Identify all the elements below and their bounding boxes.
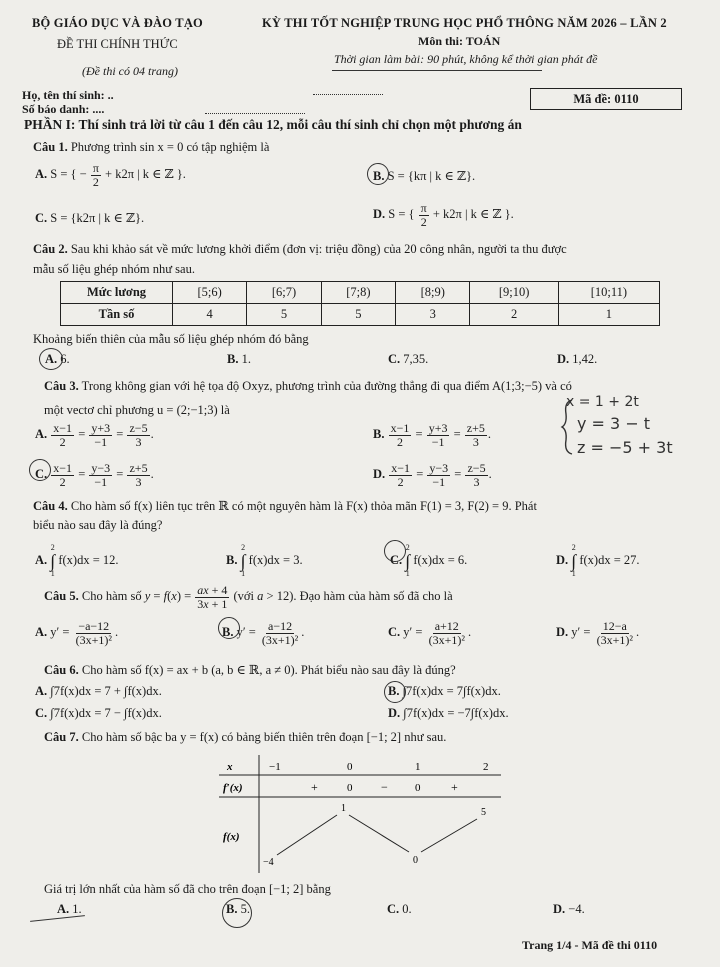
page-count: (Đề thi có 04 trang) xyxy=(82,64,178,78)
part1-heading: PHẦN I: Thí sinh trả lời từ câu 1 đến câu 12, mỗi câu thí sinh chỉ chọn một phương án xyxy=(24,117,522,132)
vt-sign: − xyxy=(381,780,388,794)
q1-option-a[interactable]: A. S = { − $\frac{\pi}{2}$ + k2π | k ∈ ℤ }. xyxy=(35,161,186,189)
vt-x-label: x xyxy=(227,761,233,773)
q5-option-d[interactable]: D. y′ = $\frac{12-a}{\text{(3x+1)²}}$ . xyxy=(556,619,640,647)
q1-text: Phương trình sin x = 0 có tập nghiệm là xyxy=(70,140,270,154)
vt-arrow-up xyxy=(277,815,337,855)
answer-circle-q4 xyxy=(384,540,406,562)
handwritten-note: x = 1 + 2t xyxy=(566,394,639,410)
exam-code-box: Mã đề: 0110 xyxy=(530,88,682,110)
vt-sign: + xyxy=(311,780,318,794)
handwritten-note: z = −5 + 3t xyxy=(577,438,673,457)
answer-circle-q3 xyxy=(29,459,51,481)
page-footer: Trang 1/4 - Mã đề thi 0110 xyxy=(522,938,658,952)
q6-option-a[interactable]: A. ∫7f(x)dx = 7 + ∫f(x)dx. xyxy=(35,684,162,698)
table-row: Tần số 4 5 5 3 2 1 xyxy=(61,304,660,326)
title-underline xyxy=(332,70,542,71)
vt-arrow-up xyxy=(421,819,477,852)
q7-option-a[interactable]: A. 1. xyxy=(57,902,82,916)
q4-option-b[interactable]: B. 2 ∫ 1 f(x)dx = 3. xyxy=(226,543,303,578)
q5-option-b[interactable]: B. y′ = $\frac{a-12}{\text{(3x+1)²}}$ . xyxy=(222,619,305,647)
official-label: ĐỀ THI CHÍNH THỨC xyxy=(57,37,178,51)
q4-option-d[interactable]: D. 2 ∫ 1 f(x)dx = 27. xyxy=(556,543,640,578)
q1-label: Câu 1. xyxy=(33,140,68,154)
answer-circle-q7 xyxy=(222,898,252,928)
answer-circle-q1 xyxy=(367,163,389,185)
vt-x-value: −1 xyxy=(269,761,281,773)
q2-option-d[interactable]: D. 1,42. xyxy=(557,352,598,366)
vt-sign: 0 xyxy=(347,782,353,794)
table-row: Mức lương [5;6) [6;7) [7;8) [8;9) [9;10) [10;11) xyxy=(61,282,660,304)
q1-option-c[interactable]: C. S = {k2π | k ∈ ℤ}. xyxy=(35,211,145,225)
vt-value: 5 xyxy=(481,807,486,818)
answer-circle-q5 xyxy=(218,617,240,639)
q2-option-a[interactable]: A. 6. xyxy=(45,352,70,366)
q6-option-d[interactable]: D. ∫7f(x)dx = −7∫f(x)dx. xyxy=(388,706,509,720)
vt-value: 0 xyxy=(413,855,418,866)
q1-stem xyxy=(33,140,269,155)
q1-option-d[interactable]: D. S = { $\frac{\pi}{2}$ + k2π | k ∈ ℤ }. xyxy=(373,201,514,229)
q5-option-c[interactable]: C. y′ = $\frac{a+12}{\text{(3x+1)²}}$ . xyxy=(388,619,472,647)
name-dots xyxy=(313,94,383,95)
handwritten-note: y = 3 − t xyxy=(577,414,651,433)
variation-table xyxy=(219,755,501,873)
ministry: BỘ GIÁO DỤC VÀ ĐÀO TẠO xyxy=(32,16,203,30)
q6-option-c[interactable]: C. ∫7f(x)dx = 7 − ∫f(x)dx. xyxy=(35,706,162,720)
q3-option-a[interactable]: A. $\frac{x-1}{2}$ = $\frac{y+3}{-1}$ = $\frac{z-5}{3}$ . xyxy=(35,421,154,449)
q3-stem-2: một vectơ chỉ phương u = (2;−1;3) là xyxy=(44,403,230,417)
exam-title: KỲ THI TỐT NGHIỆP TRUNG HỌC PHỔ THÔNG NĂM 2026 – LẦN 2 xyxy=(262,16,667,30)
q5-stem: Câu 5. Cho hàm số y = f(x) = $\frac{ax + 4}{3x + 1}$ (với a > 12). Đạo hàm của hàm số đã cho là xyxy=(44,583,453,611)
q2-question: Khoảng biến thiên của mẫu số liệu ghép nhóm đó bằng xyxy=(33,332,309,346)
frequency-table xyxy=(60,281,660,326)
answer-circle-q2 xyxy=(39,348,63,370)
vt-sign: + xyxy=(451,780,458,794)
subject: Môn thi: TOÁN xyxy=(418,34,501,48)
q1-option-b[interactable]: B. S = {kπ | k ∈ ℤ}. xyxy=(373,169,476,183)
answer-circle-q6 xyxy=(384,681,406,703)
vt-sign: 0 xyxy=(415,782,421,794)
name-label: Họ, tên thí sinh: .. xyxy=(22,88,114,102)
q7-option-c[interactable]: C. 0. xyxy=(387,902,412,916)
id-dots xyxy=(205,113,305,114)
vt-x-value: 0 xyxy=(347,761,353,773)
q5-option-a[interactable]: A. y′ = $\frac{-a-12}{\text{(3x+1)²}}$ . xyxy=(35,619,119,647)
q2-stem-2: mẫu số liệu ghép nhóm như sau. xyxy=(33,262,195,276)
q7-question: Giá trị lớn nhất của hàm số đã cho trên đoạn [−1; 2] bằng xyxy=(44,882,331,896)
id-label: Số báo danh: .... xyxy=(22,102,105,116)
q3-option-d[interactable]: D. $\frac{x-1}{2}$ = $\frac{y-3}{-1}$ = $\frac{z-5}{3}$ . xyxy=(373,461,492,489)
q4-option-c[interactable]: C. 2 ∫ 1 f(x)dx = 6. xyxy=(390,543,468,578)
vt-f-label: f(x) xyxy=(223,831,240,843)
q6-option-b[interactable]: B. ∫7f(x)dx = 7∫f(x)dx. xyxy=(388,684,501,698)
q4-stem-2: biểu nào sau đây là đúng? xyxy=(33,518,163,532)
q7-option-b[interactable]: B. 5. xyxy=(226,902,250,916)
q3-option-c[interactable]: C. $\frac{x-1}{2}$ = $\frac{y-3}{-1}$ = $\frac{z+5}{3}$ . xyxy=(35,461,154,489)
vt-fp-label: f′(x) xyxy=(223,782,243,794)
q3-option-b[interactable]: B. $\frac{x-1}{2}$ = $\frac{y+3}{-1}$ = $\frac{z+5}{3}$ . xyxy=(373,421,491,449)
vt-value: 1 xyxy=(341,803,346,814)
vt-arrow-down xyxy=(349,815,409,852)
q7-option-d[interactable]: D. −4. xyxy=(553,902,585,916)
q7-stem: Câu 7. Cho hàm số bậc ba y = f(x) có bảng biến thiên trên đoạn [−1; 2] như sau. xyxy=(44,730,447,744)
q6-stem: Câu 6. Cho hàm số f(x) = ax + b (a, b ∈ ℝ, a ≠ 0). Phát biểu nào sau đây là đúng? xyxy=(44,663,456,677)
q2-stem: Câu 2. Sau khi khảo sát về mức lương khởi điểm (đơn vị: triệu đồng) của 20 công nhân, người ta thu được xyxy=(33,242,567,256)
exam-time: Thời gian làm bài: 90 phút, không kể thời gian phát đề xyxy=(334,52,598,66)
handwritten-brace xyxy=(560,398,574,456)
vt-x-value: 2 xyxy=(483,761,489,773)
q2-option-c[interactable]: C. 7,35. xyxy=(388,352,429,366)
vt-x-value: 1 xyxy=(415,761,421,773)
q3-stem: Câu 3. Trong không gian với hệ tọa độ Oxyz, phương trình của đường thẳng đi qua điểm A(1;3;−5) và có xyxy=(44,379,572,393)
vt-value: −4 xyxy=(263,857,274,868)
q4-stem: Câu 4. Cho hàm số f(x) liên tục trên ℝ có một nguyên hàm là F(x) thỏa mãn F(1) = 3, F(2) = 9. Phát xyxy=(33,499,537,513)
q2-option-b[interactable]: B. 1. xyxy=(227,352,251,366)
q4-option-a[interactable]: A. 2 ∫ 1 f(x)dx = 12. xyxy=(35,543,119,578)
